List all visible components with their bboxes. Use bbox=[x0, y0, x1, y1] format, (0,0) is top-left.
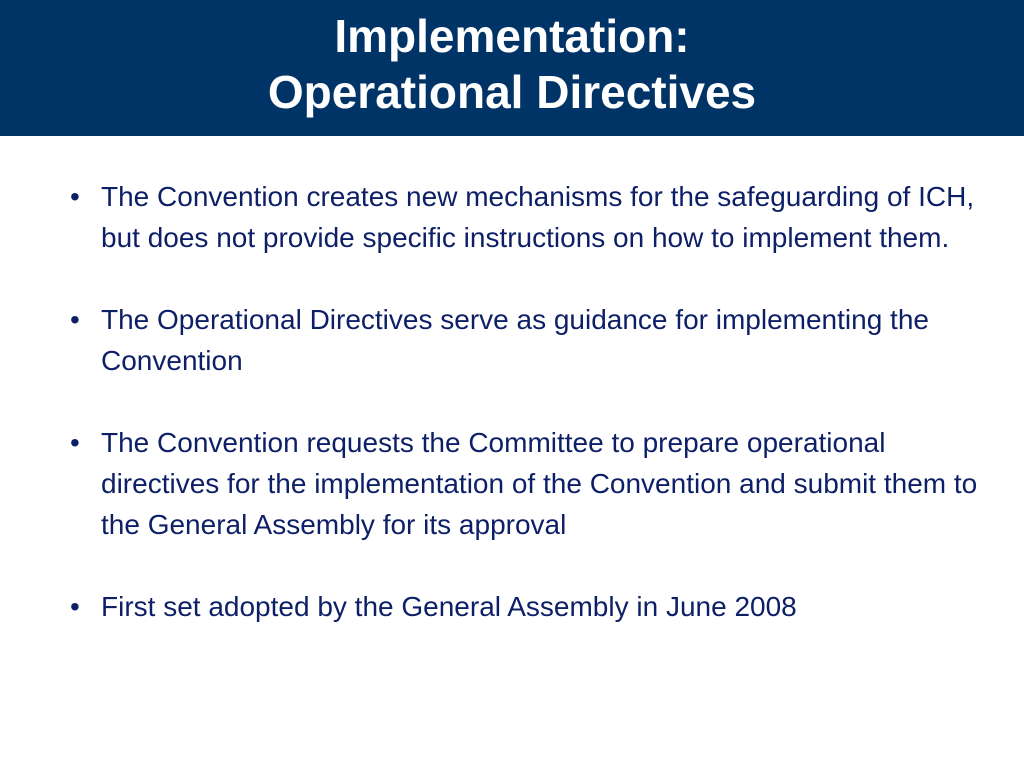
bullet-dot-icon: • bbox=[70, 181, 80, 212]
bullet-item bbox=[70, 586, 990, 627]
bullet-dot-icon: • bbox=[70, 591, 80, 622]
bullet-list bbox=[70, 176, 990, 627]
bullet-text: First set adopted by the General Assembly in June 2008 bbox=[101, 591, 797, 622]
title-bar bbox=[0, 0, 1024, 136]
bullet-text: The Convention requests the Committee to prepare operational directives for the implementation of the Convention and submit them to the General Assembly for its approval bbox=[101, 427, 978, 540]
bullet-text: The Operational Directives serve as guidance for implementing the Convention bbox=[101, 304, 929, 376]
slide-title-line-1: Implementation: bbox=[334, 10, 690, 62]
bullet-item bbox=[70, 176, 990, 258]
bullet-dot-icon: • bbox=[70, 427, 80, 458]
bullet-text: The Convention creates new mechanisms for the safeguarding of ICH, but does not provide specific instructions on how to implement them. bbox=[101, 181, 975, 253]
bullet-item bbox=[70, 299, 990, 381]
bullet-item bbox=[70, 422, 990, 545]
slide-title-line-2: Operational Directives bbox=[267, 66, 757, 118]
bullet-dot-icon: • bbox=[70, 304, 80, 335]
